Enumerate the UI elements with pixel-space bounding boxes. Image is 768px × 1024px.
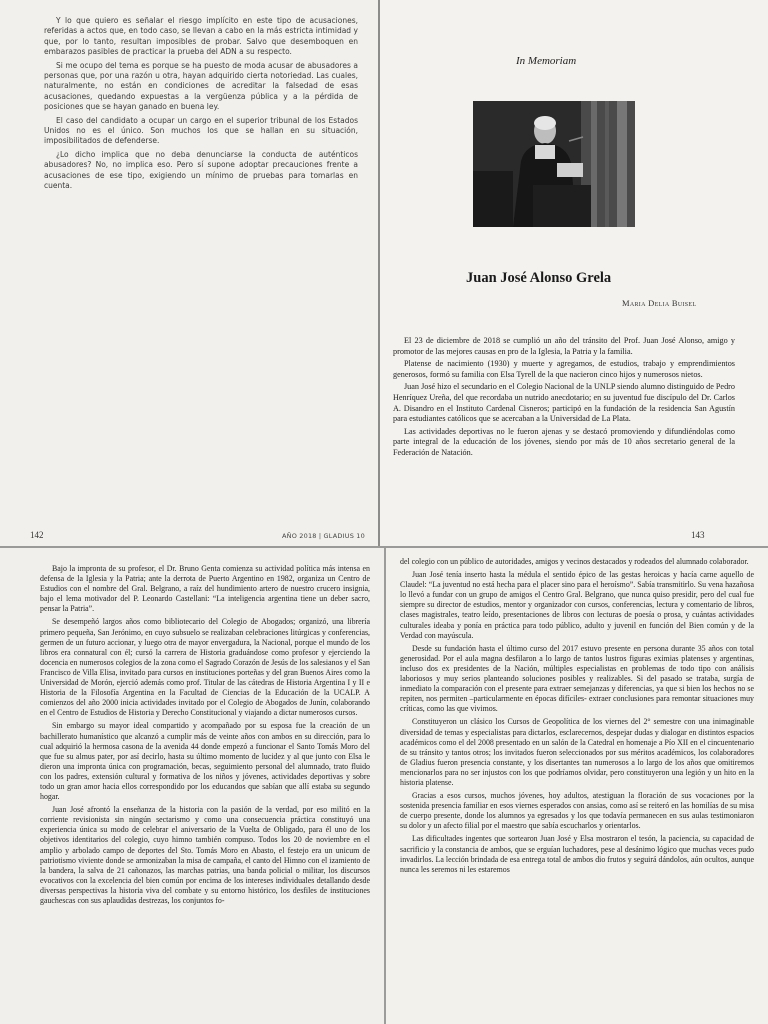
- paragraph: Las dificultades ingentes que sortearon Juan José y Elsa mostraron el tesón, la paciencia, su capacidad de sacrificio y la constancia de ambos, que se erguían luchadores, pese al desánimo lógico que muchas veces pudo invadirlos. La lección brindada de esa entrega total de ambos dio frutos y seguirá dándolos, aún ocultos, aunque nunca les seremos ni les estaremos: [400, 834, 754, 874]
- article-title: Juan José Alonso Grela: [466, 270, 612, 286]
- paragraph: ¿Lo dicho implica que no deba denunciarse la conducta de auténticos abusadores? No, no implica eso. Pero sí supone adoptar precauciones frente a acusaciones de ese tipo, exigiendo un mínimo de pruebas para tomarlas en cuenta.: [44, 149, 358, 191]
- running-footer: AÑO 2018 | GLADIUS 10: [282, 532, 365, 540]
- section-heading: In Memoriam: [516, 55, 577, 67]
- body-text: [400, 557, 754, 878]
- paragraph: Las actividades deportivas no le fueron ajenas y se destacó promoviendo y difundiéndolas como parte integral de la educación de los jóvenes, siendo por más de 10 años secretario general de la Federación de Natación.: [393, 426, 735, 457]
- author-name: Maria Delia Buisel: [622, 298, 697, 308]
- page-number: 142: [30, 530, 44, 540]
- paragraph: Platense de nacimiento (1930) y muerte y agregamos, de estudios, trabajo y emprendimientos generosos, formó su familia con Elsa Tyrell de la que nacieron cinco hijos y numerosos nietos.: [393, 359, 735, 379]
- paragraph: El 23 de diciembre de 2018 se cumplió un año del tránsito del Prof. Juan José Alonso, amigo y promotor de las mejores causas en pro de la Iglesia, la Patria y la familia.: [393, 336, 735, 356]
- paragraph: Gracias a esos cursos, muchos jóvenes, hoy adultos, atestiguan la floración de sus vocaciones por la sostenida presencia familiar en esos viernes esperados con ansias, como así se reiteró en las homilías de su misa de cuerpo presente, donde los alumnos ya egresados y los que todavía permanecen en sus aulas testimoniaron su dolor y un afecto filial por el maestro que sabía escucharlos y orientarlos.: [400, 791, 754, 831]
- paragraph: Juan José tenía inserto hasta la médula el sentido épico de las gestas heroicas y hacía carne aquello de Claudel: “La juventud no está hecha para el placer sino para el heroísmo”. Sabía transmitirlo. Su vena hazañosa lo llevó a fundar con un grupo de amigos el Centro Gral. Belgrano, que nunca quiso presidir, pero del cual fue siempre su director de estudios, mentor y organizador con cursos, conferencias, lectura y comentario de libros, clases magistrales, teatro leído, presentaciones de libros con lecturas de poesía o prosa, y cuántas actividades culturales ideaba y ponía en práctica para todo público, adulto y juvenil en función del Bien común y de la Verdad con mayúscula.: [400, 570, 754, 640]
- paragraph: del colegio con un público de autoridades, amigos y vecinos destacados y rodeados del alumnado colaborador.: [400, 557, 749, 566]
- page-142: [0, 0, 378, 546]
- page-bottom-right: [386, 548, 768, 1024]
- body-text: [40, 564, 370, 909]
- paragraph: Bajo la impronta de su profesor, el Dr. Bruno Genta comienza su actividad política más intensa en defensa de la Iglesia y la Patria; ante la derrota de Puerto Argentino en 1982, organiza un Centro de Estudios con el nombre del Gral. Belgrano, a raíz del hundimiento artero de nuestro crucero insignia, bajo el lema motivador del P. Leonardo Castellani: “La inteligencia argentina tiene un deber sacro, pensar la Patria”.: [40, 564, 370, 614]
- paragraph: Juan José hizo el secundario en el Colegio Nacional de la UNLP siendo alumno distinguido de Pedro Henríquez Ureña, del que recordaba un nutrido anecdotario; en su juventud fue discípulo del Dr. Carlos A. Disandro en el Instituto Cardenal Cisneros; participó en la fundación de la residencia San Agustín para estudiantes católicos que se acercaban a la Universidad de La Plata.: [393, 382, 735, 424]
- paragraph: Juan José afrontó la enseñanza de la historia con la pasión de la verdad, por eso militó en la corriente revisionista sin ningún sectarismo y como una consecuencia práctica constituyó una experiencia única su modo de celebrar el aniversario de la Vuelta de Obligado, para él uno de los objetivos identitarios del colegio, cuyo himno también compuso. Todos los 20 de noviembre en el amplio y arbolado campo de deportes del Sto. Tomás Moro en Abasto, el festejo era un unicum de patriotismo viviente donde se armonizaban la misa de campaña, el canto del Himno con el izamiento de la bandera, la salva de 21 cañonazos, las marchas patrias, una banda policial o militar, los discursos evocativos con la excelencia del bien común por encima de los intereses individuales detallando desde diversas perspectivas la historia viva del combate y su entorno histórico, los desfiles de instituciones gauchescas con sus aplaudidas destrezas, los conjuntos fo-: [40, 805, 370, 905]
- paragraph: El caso del candidato a ocupar un cargo en el superior tribunal de los Estados Unidos no es el único. Son muchos los que se hallan en su situación, imposibilitados de defenderse.: [44, 115, 358, 146]
- body-text: [44, 16, 358, 195]
- page-bottom-left: [0, 548, 384, 1024]
- page-143: [380, 0, 768, 546]
- page-number: 143: [691, 530, 705, 540]
- paragraph: Y lo que quiero es señalar el riesgo implícito en este tipo de acusaciones, referidas a actos que, en todo caso, se llevan a cabo en la más estricta intimidad y que, por lo tanto, resultan imposibles de probar. Salvo que desemboquen en embarazos pasibles de practicar la prueba del ADN a su respecto.: [44, 16, 358, 57]
- paragraph: Se desempeñó largos años como bibliotecario del Colegio de Abogados; organizó, una librería primero pequeña, San Jerónimo, en cuyo subsuelo se realizaban celebraciones litúrgicas y conferencias, germen de un futuro accionar, y luego otra de mayor envergadura, la Nacional, porque el mundo de los libros era connatural con él; cursó la carrera de Historia graduándose como profesor y ejerciendo la docencia en numerosos colegios de la zona como el Sagrado Corazón de Jesús de los salesianos y el San Francisco de Villa Elisa, invitado para cursos en instituciones porteñas y del gran Buenos Aires como la Universidad de Morón, ejerció además como prof. Titular de las cátedras de Historia Argentina I y II e Historia de la Filosofía Argentina en la Facultad de Ciencias de la Educación de la UCALP. A comienzos del año 2000 inicia actividades invitado por el Colegio de Abogados de Junín, colaborando en el Centro de Estudios de Historia y Derecho Constitucional y viajando a dictar numerosos cursos.: [40, 617, 370, 718]
- body-text: [393, 336, 735, 461]
- paragraph: Constituyeron un clásico los Cursos de Geopolítica de los viernes del 2° semestre con una inimaginable diversidad de temas y especialistas para dictarlos, esclarecernos, despejar dudas y dialogar en distintos espacios académicos como el del 2008 presentado en un salón de la Catedral en homenaje a Pío XII en el cincuentenario de su tránsito y tantos otros; los invitados fueron seleccionados por sus méritos académicos, los colaboradores de Gladius fueron presencia constante, y los disertantes tan numerosos a lo largo de los años que omitiremos mencionarlos para no ser injustos con los que podríamos olvidar, pero constituyeron una legión y un hito en la historia platense.: [400, 717, 754, 787]
- paragraph: Si me ocupo del tema es porque se ha puesto de moda acusar de abusadores a personas que, por una razón u otra, hayan adquirido cierta notoriedad. Las cuales, naturalmente, no están en condiciones de acreditar la falsedad de esas acusaciones, quedando expuestas a la vergüenza pública y a la pérdida de posiciones que se hayan ganado en buena ley.: [44, 60, 358, 112]
- paragraph: Sin embargo su mayor ideal compartido y acompañado por su esposa fue la creación de un bachillerato humanístico que alcanzó a cumplir más de veinte años con ambos en su dirección, para lo cual adquirió la hermosa casona de la avenida 44 donde empezó a funcionar el Santo Tomás Moro del que fue su almus pater, por así decirlo, hasta su último momento de lucidez y al que junto con Elsa le dieron una impronta única con programación, becas, seguimiento personal del alumnado, trato fluido con los padres, extensión cultural y formativa de los niños y jóvenes, actividades deportivas y sobre todo un gran amor hacia ellos correspondido por los educandos que sabían que allí estaba su segundo hogar.: [40, 721, 370, 802]
- portrait-photo: [473, 101, 635, 227]
- paragraph: Desde su fundación hasta el último curso del 2017 estuvo presente en persona durante 35 años con total generosidad. Por el aula magna desfilaron a lo largo de tantos lustros figuras eximias platenses y argentinas, incluso dos ex presidentes de la Nación, múltiples especialistas en problemas de todo tipo con análisis laboriosos y muy serios planteando soluciones posibles y realizables. Si del pasado se trataba, surgía de inmediato la comparación con el presente para extraer semejanzas y diferencias, ya que si bien los hechos no se repiten, nos permiten –particularmente en épocas difíciles- extraer conclusiones para remontar situaciones muy críticas, como las que vivimos.: [400, 643, 754, 714]
